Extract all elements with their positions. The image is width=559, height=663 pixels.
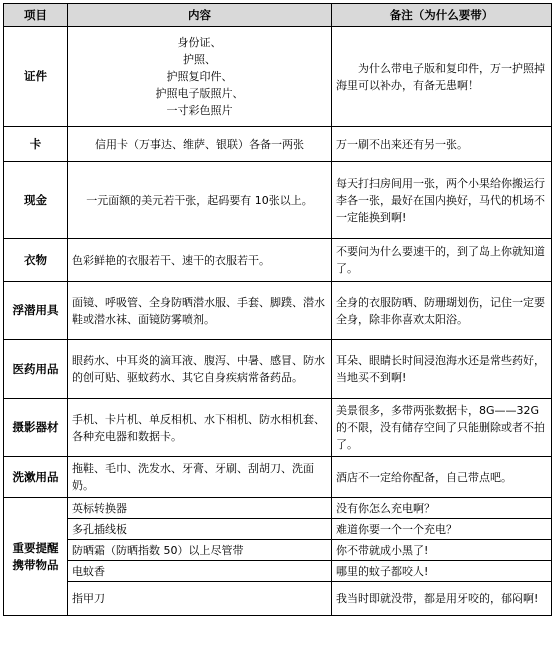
important-content: 英标转换器	[68, 498, 332, 519]
header-item: 项目	[4, 4, 68, 27]
category-clothes: 衣物	[4, 239, 68, 282]
category-photo-gear: 摄影器材	[4, 399, 68, 457]
clothes-content: 色彩鲜艳的衣服若干、速干的衣服若干。	[68, 239, 332, 282]
packing-list-table	[3, 3, 552, 616]
content-line: 护照复印件、	[166, 70, 233, 83]
table-row-snorkel-gear	[4, 282, 552, 340]
photo-gear-content: 手机、卡片机、单反相机、水下相机、防水相机套、各种充电器和数据卡。	[68, 399, 332, 457]
important-content: 防晒霜（防晒指数 50）以上尽管带	[68, 540, 332, 561]
category-snorkel-gear: 浮潜用具	[4, 282, 68, 340]
category-documents: 证件	[4, 27, 68, 127]
table-row-clothes	[4, 239, 552, 282]
documents-content	[68, 27, 332, 127]
important-note: 你不带就成小黑了!	[332, 540, 552, 561]
table-row-important-3	[4, 540, 552, 561]
medical-note: 耳朵、眼睛长时间浸泡海水还是常些药好，当地买不到啊!	[332, 340, 552, 399]
header-content: 内容	[68, 4, 332, 27]
category-important: 重要提醒携带物品	[4, 498, 68, 616]
important-note: 哪里的蚊子都咬人!	[332, 561, 552, 582]
table-row-documents	[4, 27, 552, 127]
toiletries-content: 拖鞋、毛巾、洗发水、牙膏、牙刷、刮胡刀、洗面奶。	[68, 457, 332, 498]
medical-content: 眼药水、中耳炎的滴耳液、腹泻、中暑、感冒、防水的创可贴、驱蚊药水、其它自身疾病常备药品。	[68, 340, 332, 399]
content-line: 身份证、	[177, 36, 222, 49]
content-line: 护照电子版照片、	[155, 87, 244, 100]
cash-content: 一元面额的美元若干张，起码要有 10张以上。	[68, 162, 332, 239]
cards-note: 万一刷不出来还有另一张。	[332, 127, 552, 162]
content-line: 一寸彩色照片	[166, 104, 233, 117]
table-row-toiletries	[4, 457, 552, 498]
important-content: 指甲刀	[68, 582, 332, 616]
important-note: 我当时即就没带，都是用牙咬的，郁闷啊!	[332, 582, 552, 616]
clothes-note: 不要问为什么要速干的，到了岛上你就知道了。	[332, 239, 552, 282]
header-note: 备注（为什么要带）	[332, 4, 552, 27]
table-row-important-4	[4, 561, 552, 582]
table-row-cash	[4, 162, 552, 239]
category-medical: 医药用品	[4, 340, 68, 399]
table-row-photo-gear	[4, 399, 552, 457]
table-row-medical	[4, 340, 552, 399]
snorkel-gear-content: 面镜、呼吸管、全身防晒潜水服、手套、脚蹼、潜水鞋或潜水袜、面镜防雾喷剂。	[68, 282, 332, 340]
category-cards: 卡	[4, 127, 68, 162]
category-toiletries: 洗漱用品	[4, 457, 68, 498]
table-header-row	[4, 4, 552, 27]
cash-note: 每天打扫房间用一张，两个小果给你搬运行李各一张，最好在国内换好，马代的机场不一定能换到啊!	[332, 162, 552, 239]
table-row-important-5	[4, 582, 552, 616]
table-row-important-2	[4, 519, 552, 540]
documents-note: 为什么带电子版和复印件，万一护照掉海里可以补办，有备无患啊！	[332, 27, 552, 127]
toiletries-note: 酒店不一定给你配备，自己带点吧。	[332, 457, 552, 498]
important-note: 难道你要一个一个充电？	[332, 519, 552, 540]
important-note: 没有你怎么充电啊？	[332, 498, 552, 519]
snorkel-gear-note: 全身的衣服防晒、防珊瑚划伤，记住一定要全身，除非你喜欢太阳浴。	[332, 282, 552, 340]
table-row-important-1	[4, 498, 552, 519]
important-content: 电蚊香	[68, 561, 332, 582]
table-row-cards	[4, 127, 552, 162]
photo-gear-note: 美景很多，多带两张数据卡，8G——32G的不限，没有储存空间了只能删除或者不拍了。	[332, 399, 552, 457]
content-line: 护照、	[183, 53, 216, 66]
cards-content: 信用卡（万事达、维萨、银联）各备一两张	[68, 127, 332, 162]
important-content: 多孔插线板	[68, 519, 332, 540]
category-cash: 现金	[4, 162, 68, 239]
